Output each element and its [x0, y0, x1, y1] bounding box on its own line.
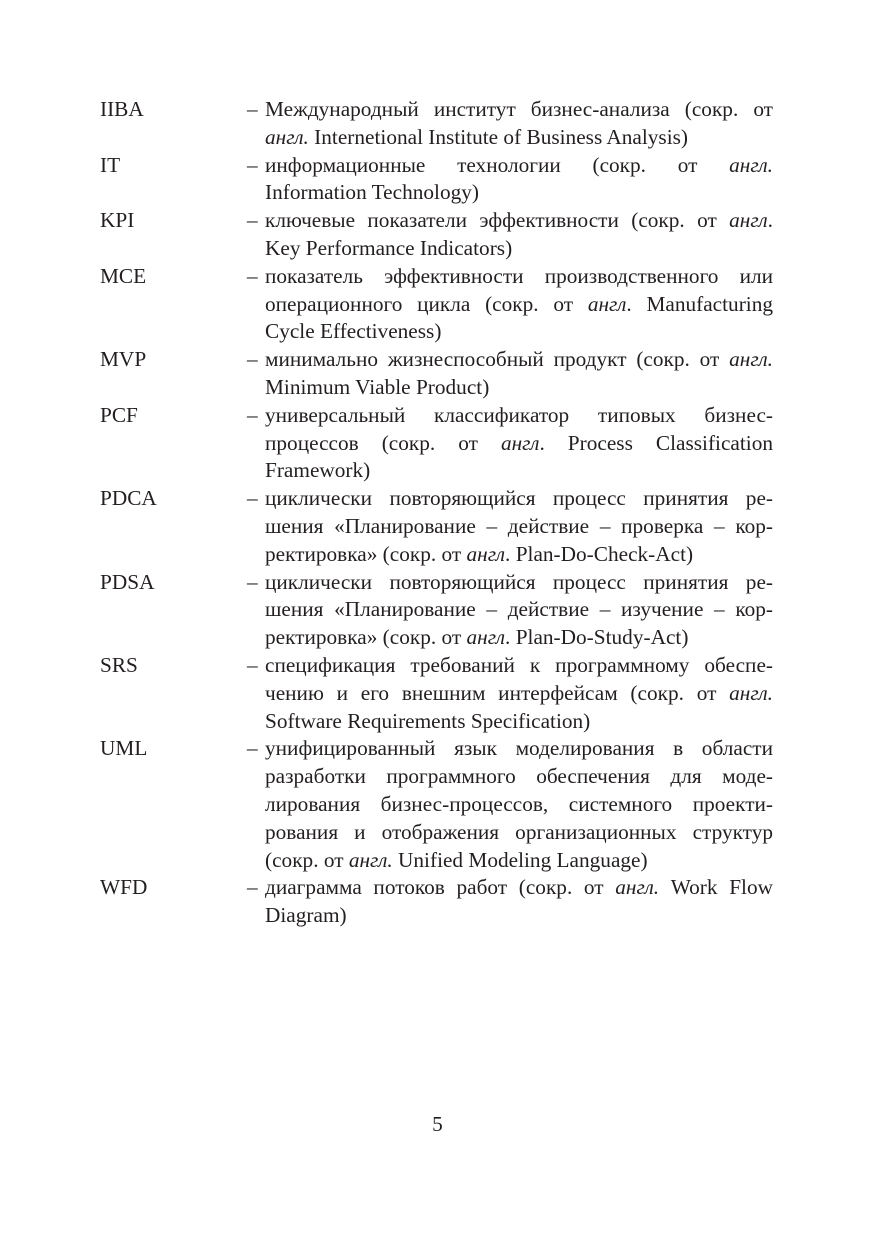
- page-number: 5: [432, 1112, 443, 1136]
- abbreviation-entry-kpi: [100, 207, 773, 263]
- entry-dash: –: [247, 208, 258, 233]
- abbreviation-entry-mvp: [100, 346, 773, 402]
- entry-dash: –: [247, 97, 258, 121]
- entry-dash: –: [247, 569, 258, 594]
- abbreviation-definition: циклически повторяющийся процесс принятия решения «Планирование – действие – проверка – корректировка» (сокр. от англ. Plan-Do-Check-Act): [265, 486, 773, 566]
- abbreviation-term: IT: [100, 152, 121, 177]
- abbreviation-entry-it: [100, 152, 773, 208]
- abbreviation-definition: унифицированный язык моделирования в области разработки программного обеспечения для моделирования бизнес-процессов, системного проектирования и отображения организационных структур (сокр. от англ. Unified Modeling Language): [265, 736, 773, 872]
- abbreviation-definition: минимально жизнеспособный продукт (сокр. от англ. Minimum Viable Product): [265, 347, 773, 399]
- abbreviation-term: PDCA: [100, 486, 157, 511]
- abbreviation-term: UML: [100, 736, 148, 761]
- abbreviation-term: MCE: [100, 263, 147, 288]
- abbreviation-term: PCF: [100, 402, 138, 427]
- entry-dash: –: [247, 875, 258, 900]
- abbreviation-entry-wfd: [100, 874, 773, 930]
- language-note: англ: [500, 430, 540, 455]
- language-note: англ: [729, 208, 768, 233]
- abbreviation-definition: показатель эффективности производственного или операционного цикла (сокр. от англ. Manufacturing Cycle Effectiveness): [265, 263, 774, 344]
- abbreviation-entry-mce: [100, 263, 773, 346]
- abbreviation-definition: циклически повторяющийся процесс принятия решения «Планирование – действие – изучение – корректировка» (сокр. от англ. Plan-Do-Study-Act): [265, 569, 773, 650]
- entry-dash: –: [247, 402, 258, 427]
- abbreviation-definition: спецификация требований к программному обеспечению и его внешним интерфейсам (сокр. от англ. Software Requirements Specification): [265, 652, 773, 733]
- abbreviation-entry-srs: [100, 652, 773, 735]
- abbreviation-definition: Международный институт бизнес-анализа (сокр. от англ. Internetional Institute of Business Analysis): [265, 97, 773, 149]
- language-note: англ.: [348, 847, 393, 872]
- abbreviation-term: MVP: [100, 347, 147, 372]
- language-note: англ.: [615, 875, 660, 900]
- abbreviation-list: [100, 96, 773, 930]
- language-note: англ.: [729, 347, 773, 372]
- abbreviation-definition: информационные технологии (сокр. от англ. Information Technology): [265, 152, 773, 205]
- abbreviation-definition: универсальный классификатор типовых бизнес-процессов (сокр. от англ. Process Classification Framework): [265, 402, 774, 483]
- entry-dash: –: [247, 736, 258, 761]
- abbreviation-entry-pcf: [100, 402, 773, 485]
- language-note: англ.: [729, 152, 773, 177]
- language-note: англ: [466, 541, 506, 566]
- abbreviation-definition: ключевые показатели эффективности (сокр. от англ. Key Performance Indicators): [265, 208, 773, 260]
- abbreviation-definition: диаграмма потоков работ (сокр. от англ. Work Flow Diagram): [265, 875, 773, 928]
- abbreviation-entry-pdsa: [100, 569, 773, 652]
- abbreviation-term: PDSA: [100, 569, 155, 594]
- entry-dash: –: [247, 347, 258, 372]
- abbreviation-entry-iiba: [100, 96, 773, 152]
- abbreviation-term: SRS: [100, 652, 138, 677]
- language-note: англ.: [265, 124, 309, 149]
- entry-dash: –: [247, 263, 258, 288]
- abbreviation-entry-pdca: [100, 485, 773, 568]
- language-note: англ: [587, 291, 627, 316]
- abbreviation-term: IIBA: [100, 97, 144, 121]
- abbreviation-term: WFD: [100, 875, 148, 900]
- abbreviation-entry-uml: [100, 735, 773, 874]
- abbreviation-term: KPI: [100, 208, 135, 233]
- entry-dash: –: [247, 152, 258, 177]
- entry-dash: –: [247, 652, 258, 677]
- entry-dash: –: [247, 486, 258, 511]
- language-note: англ.: [729, 680, 773, 705]
- language-note: англ: [466, 625, 506, 650]
